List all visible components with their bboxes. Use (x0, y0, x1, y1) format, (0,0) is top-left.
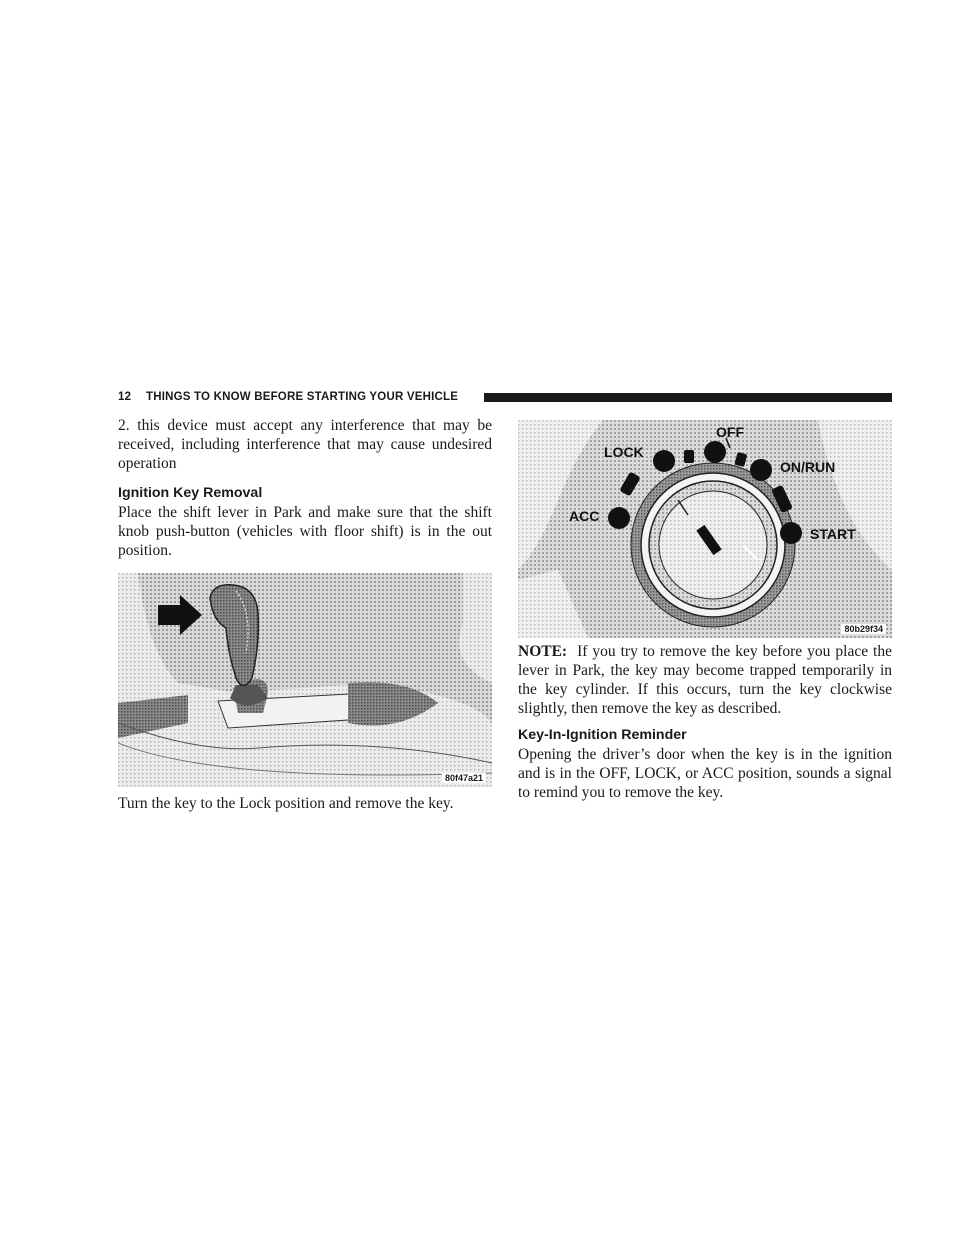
page-header (118, 389, 892, 405)
right-column (518, 416, 892, 802)
section-title: THINGS TO KNOW BEFORE STARTING YOUR VEHICLE (146, 391, 459, 403)
note-label: NOTE: (518, 643, 568, 660)
note-text: If you try to remove the key before you place the lever in Park, the key may become trapped temporarily in the key cylinder. If this occurs, turn the key clockwise slightly, then remove the key as described. (518, 643, 892, 717)
after-figure-paragraph: Turn the key to the Lock position and remove the key. (118, 795, 454, 812)
on-run-label: ON/RUN (780, 459, 836, 475)
page-number: 12 (118, 391, 132, 403)
key-in-ignition-heading: Key-In-Ignition Reminder (518, 727, 687, 743)
left-column (118, 416, 492, 813)
key-in-ignition-paragraph: Opening the driver’s door when the key is in the ignition and is in the OFF, LOCK, or ACC position, sounds a signal to remind you to remove the key. (518, 746, 892, 801)
ignition-key-removal-paragraph: Place the shift lever in Park and make sure that the shift knob push-button (vehicles with floor shift) is in the out position. (118, 504, 492, 559)
intro-paragraph: 2. this device must accept any interference that may be received, including interference that may cause undesired operation (118, 417, 492, 472)
shift-lever-figure (118, 573, 492, 787)
ignition-switch-illustration (518, 420, 892, 638)
ignition-switch-figure (518, 420, 892, 638)
shift-lever-illustration (118, 573, 492, 787)
ignition-key-removal-heading: Ignition Key Removal (118, 485, 263, 501)
note-paragraph (518, 642, 892, 718)
off-label: OFF (716, 424, 744, 440)
header-rule (484, 393, 892, 402)
lock-label: LOCK (604, 444, 644, 460)
start-label: START (810, 526, 856, 542)
figure-code: 80b29f34 (841, 624, 886, 634)
acc-label: ACC (569, 508, 600, 524)
figure-code: 80f47a21 (442, 773, 486, 783)
